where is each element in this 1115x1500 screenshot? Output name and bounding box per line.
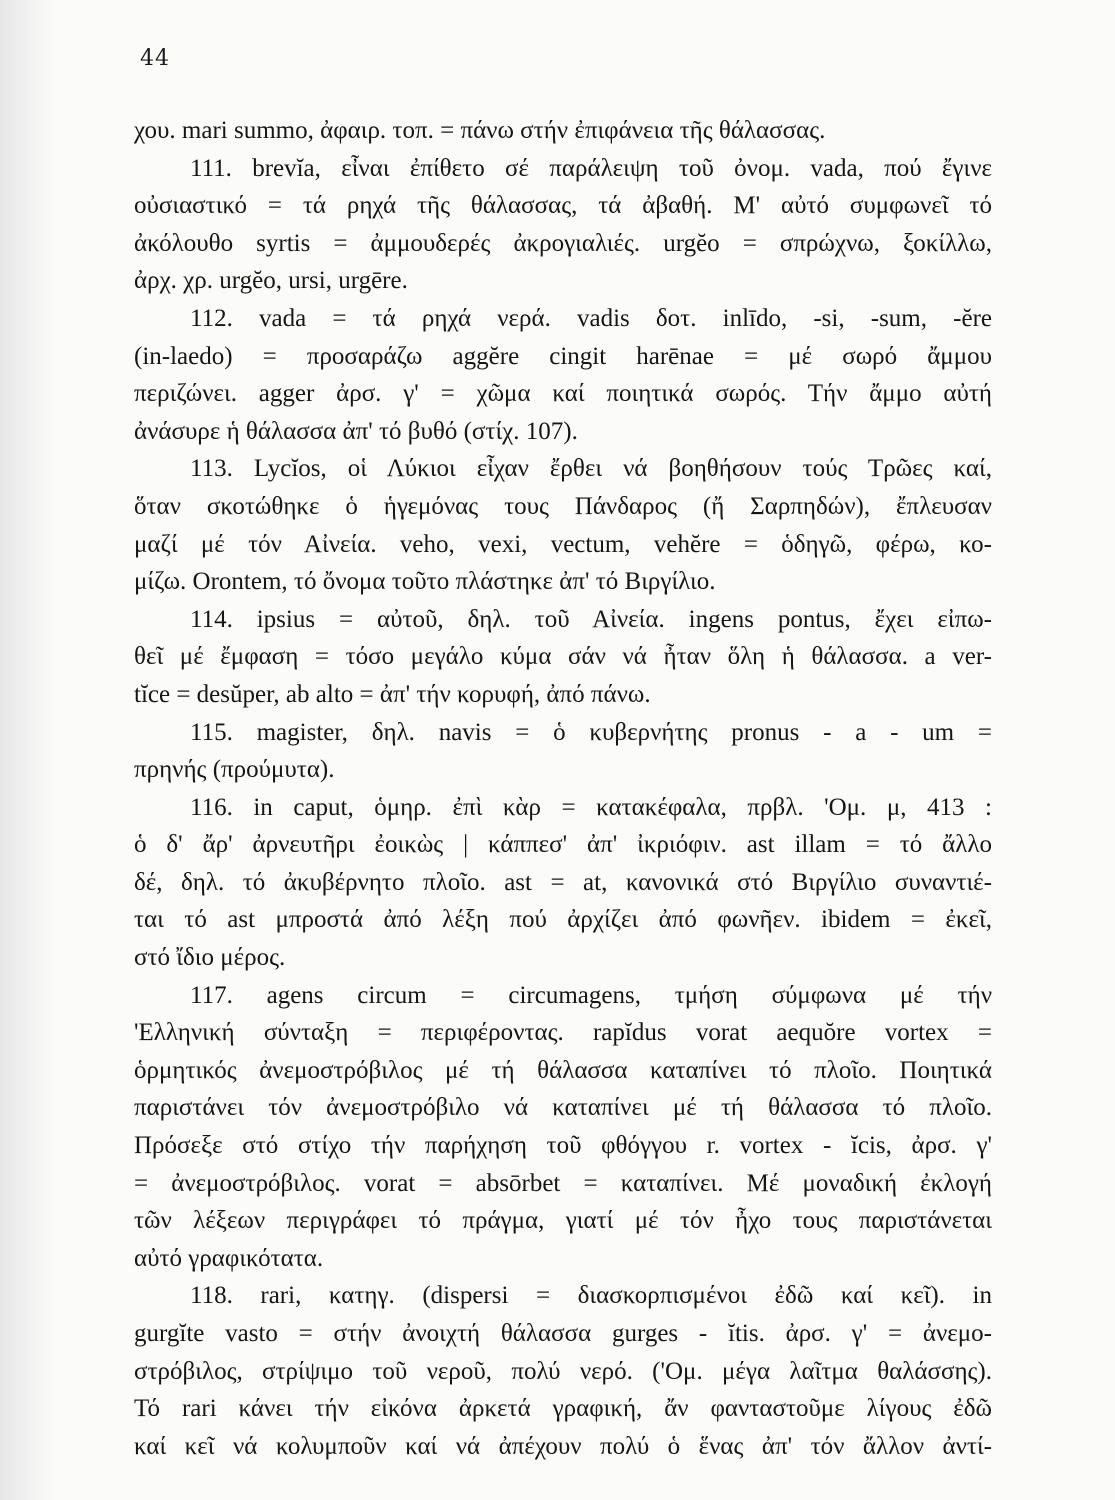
text-line: πρηνής (προύμυτα). — [134, 756, 335, 784]
text-line: 117. agens circum = circumagens, τμήση σύμφωνα μέ τήν — [190, 981, 992, 1009]
text-line: καί κεῖ νά κολυμποῦν καί νά ἀπέχουν πολύ ὁ ἕνας ἀπ' τόν ἄλλον ἀντί- — [134, 1432, 992, 1460]
text-line: 112. vada = τά ρηχά νερά. vadis δοτ. inlīdo, -si, -sum, -ĕre — [190, 304, 992, 332]
text-line: ὁρμητικός ἀνεμοστρόβιλος μέ τή θάλασσα καταπίνει τό πλοῖο. Ποιητικά — [134, 1056, 992, 1084]
text-line: μαζί μέ τόν Αἰνεία. veho, vexi, vectum, vehĕre = ὁδηγῶ, φέρω, κο- — [134, 530, 992, 558]
text-line: θεῖ μέ ἔμφαση = τόσο μεγάλο κύμα σάν νά ἦταν ὅλη ἡ θάλασσα. a ver- — [134, 643, 992, 671]
text-line: ἀκόλουθο syrtis = ἀμμουδερές ἀκρογιαλιές. urgĕo = σπρώχνω, ξοκίλλω, — [134, 229, 992, 257]
body-text — [134, 112, 992, 1465]
text-line: = ἀνεμοστρόβιλος. vorat = absōrbet = καταπίνει. Μέ μοναδική ἐκλογή — [134, 1169, 992, 1197]
text-line: 115. magister, δηλ. navis = ὁ κυβερνήτης pronus - a - um = — [190, 718, 992, 746]
text-line: αὐτό γραφικότατα. — [134, 1244, 324, 1272]
text-line: ὅταν σκοτώθηκε ὁ ἡγεμόνας τους Πάνδαρος (ἤ Σαρπηδών), ἔπλευσαν — [134, 492, 992, 520]
text-line: ἀρχ. χρ. urgĕo, ursi, urgēre. — [134, 267, 408, 295]
text-line: 114. ipsius = αὐτοῦ, δηλ. τοῦ Αἰνεία. ingens pontus, ἔχει εἰπω- — [190, 605, 992, 633]
text-line: ὁ δ' ἄρ' ἀρνευτῆρι ἐοικὼς | κάππεσ' ἀπ' ἰκριόφιν. ast illam = τό ἄλλο — [134, 831, 992, 859]
text-line: δέ, δηλ. τό ἀκυβέρνητο πλοῖο. ast = at, κανονικά στό Βιργίλιο συναντιέ- — [134, 868, 992, 896]
text-line: ται τό ast μπροστά ἀπό λέξη πού ἀρχίζει ἀπό φωνῆεν. ibidem = ἐκεῖ, — [134, 906, 992, 934]
text-line: χου. mari summo, ἀφαιρ. τοπ. = πάνω στήν ἐπιφάνεια τῆς θάλασσας. — [134, 117, 826, 144]
text-line: 113. Lycĭos, οἱ Λύκιοι εἶχαν ἔρθει νά βοηθήσουν τούς Τρῶες καί, — [190, 455, 992, 483]
page-number: 44 — [140, 46, 170, 71]
text-line: ἀνάσυρε ἡ θάλασσα ἀπ' τό βυθό (στίχ. 107). — [134, 417, 578, 445]
text-line: 118. rari, κατηγ. (dispersi = διασκορπισμένοι ἐδῶ καί κεῖ). in — [190, 1282, 992, 1310]
text-line: tĭce = desŭper, ab alto = ἀπ' τήν κορυφή, ἀπό πάνω. — [134, 680, 651, 708]
text-line: περιζώνει. agger ἀρσ. γ' = χῶμα καί ποιητικά σωρός. Τήν ἄμμο αὐτή — [134, 380, 992, 408]
text-line: οὐσιαστικό = τά ρηχά τῆς θάλασσας, τά ἀβαθή. Μ' αὐτό συμφωνεῖ τό — [134, 192, 992, 220]
text-line: Τό rari κάνει τήν εἰκόνα ἀρκετά γραφική, ἄν φανταστοῦμε λίγους ἐδῶ — [134, 1395, 992, 1423]
text-line: (in-laedo) = προσαράζω aggĕre cingit harēnae = μέ σωρό ἄμμου — [134, 342, 992, 370]
text-line: παριστάνει τόν ἀνεμοστρόβιλο νά καταπίνει μέ τή θάλασσα τό πλοῖο. — [134, 1094, 992, 1122]
text-line: στό ἴδιο μέρος. — [134, 944, 286, 972]
text-line: Πρόσεξε στό στίχο τήν παρήχηση τοῦ φθόγγου r. vortex - ĭcis, ἀρσ. γ' — [134, 1132, 992, 1160]
text-line: 116. in caput, ὁμηρ. ἐπὶ κὰρ = κατακέφαλα, πρβλ. 'Ομ. μ, 413 : — [190, 793, 992, 821]
text-line: τῶν λέξεων περιγράφει τό πράγμα, γιατί μέ τόν ἦχο τους παριστάνεται — [134, 1207, 992, 1235]
text-line: μίζω. Orontem, τό ὄνομα τοῦτο πλάστηκε ἀπ' τό Βιργίλιο. — [134, 568, 716, 596]
text-line: 'Ελληνική σύνταξη = περιφέροντας. rapĭdus vorat aequŏre vortex = — [134, 1019, 992, 1047]
text-line: στρόβιλος, στρίψιμο τοῦ νεροῦ, πολύ νερό. ('Ομ. μέγα λαῖτμα θαλάσσης). — [134, 1357, 992, 1385]
text-line: gurgĭte vasto = στήν ἀνοιχτή θάλασσα gurges - ĭtis. ἀρσ. γ' = ἀνεμο- — [134, 1320, 992, 1347]
text-line: 111. brevĭa, εἶναι ἐπίθετο σέ παράλειψη τοῦ ὀνομ. vada, πού ἔγινε — [190, 154, 992, 182]
